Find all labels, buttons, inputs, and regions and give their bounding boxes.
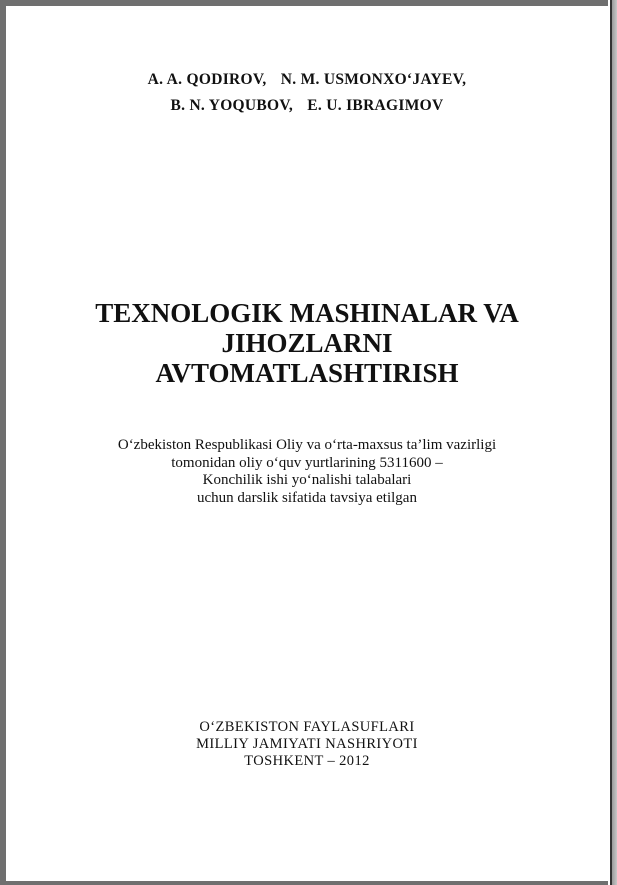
title-line: JIHOZLARNI (221, 328, 393, 358)
author-name: E. U. IBRAGIMOV (307, 97, 444, 114)
authors-block (6, 67, 608, 119)
authors-line-2 (6, 93, 608, 119)
publisher-line: O‘ZBEKISTON FAYLASUFLARI (199, 719, 415, 735)
approval-statement (6, 437, 608, 507)
title-line: TEXNOLOGIK MASHINALAR VA (95, 298, 519, 328)
book-title (6, 298, 608, 388)
author-name: A. A. QODIROV, (147, 71, 267, 88)
page-edge-shadow (608, 0, 617, 885)
title-line: AVTOMATLASHTIRISH (155, 358, 459, 388)
approval-line: Konchilik ishi yo‘nalishi talabalari (202, 472, 412, 488)
publisher-line: MILLIY JAMIYATI NASHRIYOTI (196, 736, 418, 752)
author-name: B. N. YOQUBOV, (170, 97, 294, 114)
title-page (6, 6, 608, 881)
author-name: N. M. USMONXO‘JAYEV, (280, 71, 467, 88)
approval-line: O‘zbekiston Respublikasi Oliy va o‘rta-maxsus ta’lim vazirligi (117, 437, 497, 453)
approval-line: uchun darslik sifatida tavsiya etilgan (197, 489, 417, 506)
authors-line-1 (6, 67, 608, 93)
approval-line: tomonidan oliy o‘quv yurtlarining 5311600 – (171, 454, 443, 471)
viewer-frame-bottom (0, 881, 617, 885)
publisher-block (6, 719, 608, 770)
publisher-city-year: TOSHKENT – 2012 (244, 753, 370, 769)
